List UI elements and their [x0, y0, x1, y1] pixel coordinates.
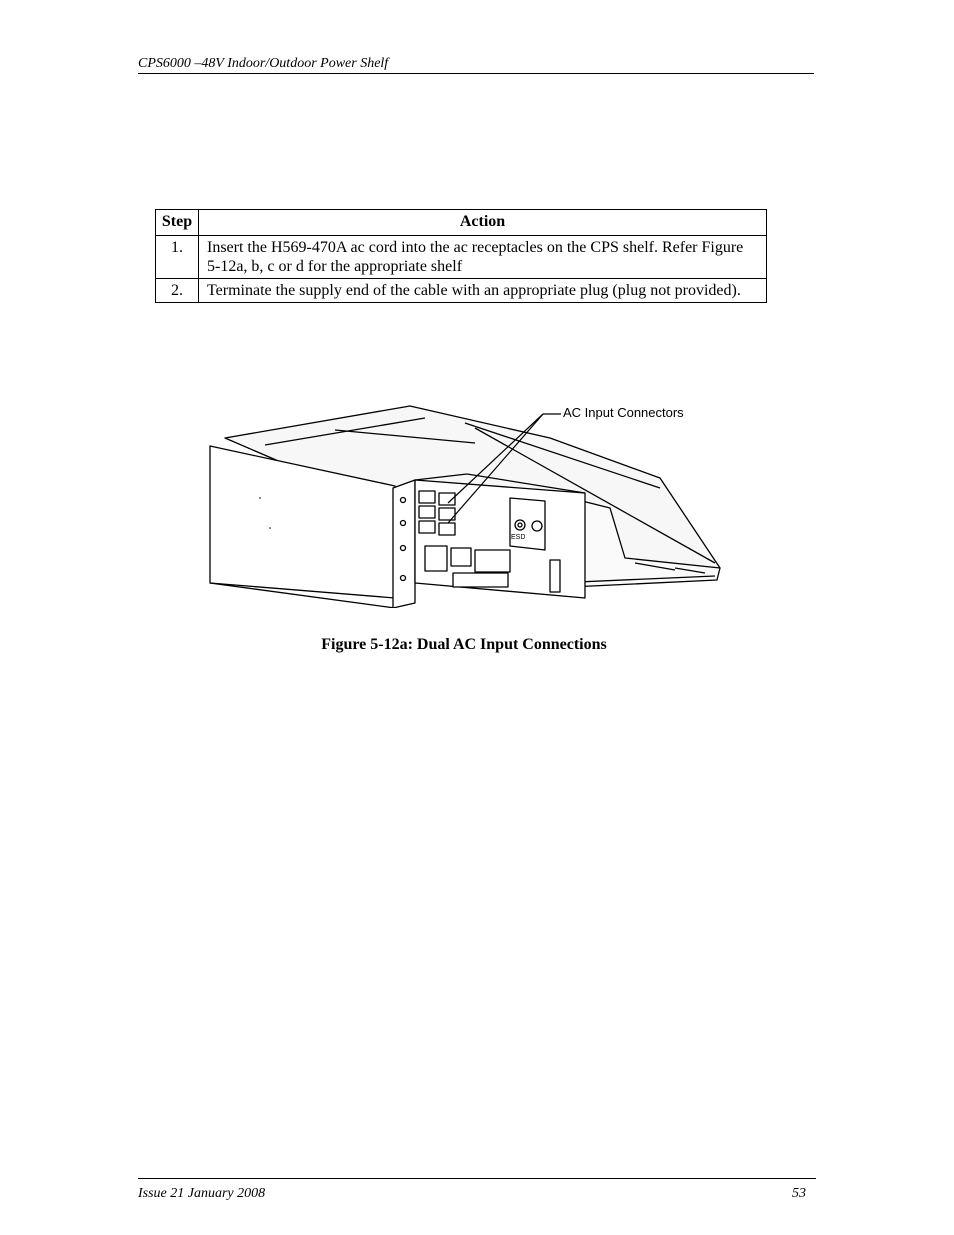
step-number: 1. — [156, 236, 199, 279]
step-action: Insert the H569-470A ac cord into the ac receptacles on the CPS shelf. Refer Figure 5-12a, b, c or d for the appropriate shelf — [199, 236, 767, 279]
power-shelf-drawing — [205, 398, 725, 608]
table-header-row — [156, 210, 767, 236]
figure-caption — [0, 636, 954, 654]
esd-label: ESD — [511, 534, 526, 541]
ac-input-callout: AC Input Connectors — [563, 405, 684, 420]
running-footer — [138, 1178, 816, 1203]
steps-table — [155, 209, 767, 303]
table-row — [156, 279, 767, 303]
step-action: Terminate the supply end of the cable with an appropriate plug (plug not provided). — [199, 279, 767, 303]
column-header-step: Step — [156, 210, 199, 236]
figure-caption-text: Figure 5-12a: Dual AC Input Connections — [321, 636, 607, 653]
running-header — [138, 55, 814, 74]
table-row — [156, 236, 767, 279]
footer-issue: Issue 21 January 2008 — [138, 1186, 266, 1201]
column-header-action: Action — [199, 210, 767, 236]
step-number: 2. — [156, 279, 199, 303]
page-number: 53 — [792, 1186, 806, 1201]
header-title: CPS6000 –48V Indoor/Outdoor Power Shelf — [138, 56, 389, 71]
